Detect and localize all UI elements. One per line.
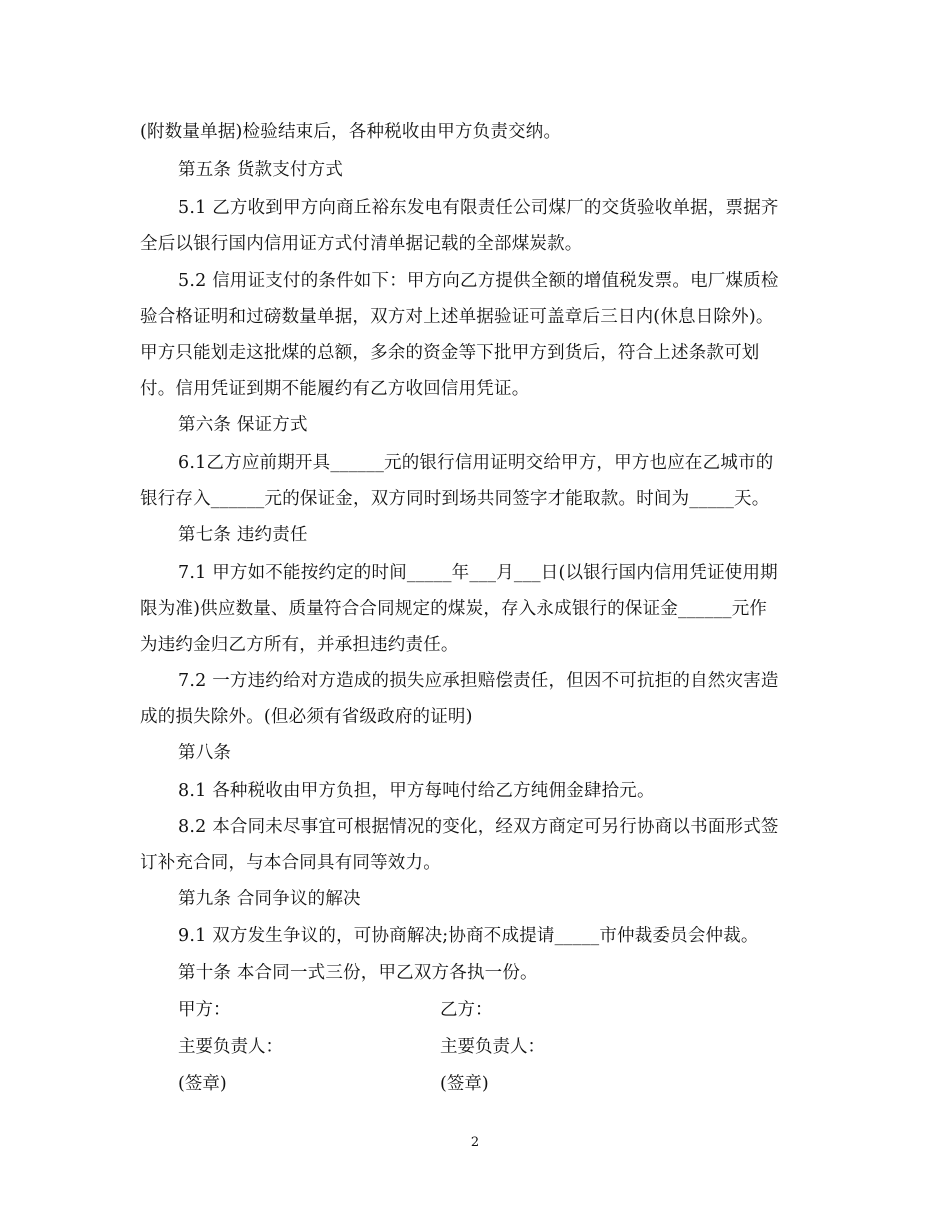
text-line: 5.1 乙方收到甲方向商丘裕东发电有限责任公司煤厂的交货验收单据，票据齐 bbox=[178, 198, 779, 218]
section-heading: 第十条 本合同一式三份，甲乙双方各执一份。 bbox=[178, 963, 538, 983]
text-line: 5.2 信用证支付的条件如下：甲方向乙方提供全额的增值税发票。电厂煤质检 bbox=[178, 271, 779, 291]
responsible-a-label: 主要负责人： bbox=[178, 1037, 283, 1057]
page-number: 2 bbox=[470, 1135, 480, 1150]
text-line: 订补充合同，与本合同具有同等效力。 bbox=[140, 853, 441, 873]
text-line: 7.2 一方违约给对方造成的损失应承担赔偿责任，但因不可抗拒的自然灾害造 bbox=[178, 671, 779, 691]
text-line: 为违约金归乙方所有，并承担违约责任。 bbox=[140, 635, 459, 655]
text-line: 8.1 各种税收由甲方负担，甲方每吨付给乙方纯佣金肆拾元。 bbox=[178, 781, 655, 801]
section-heading: 第五条 货款支付方式 bbox=[178, 160, 344, 180]
text-line: 限为准)供应数量、质量符合合同规定的煤炭，存入永成银行的保证金______元作 bbox=[140, 599, 768, 619]
party-a-label: 甲方： bbox=[178, 1000, 231, 1020]
text-line: 银行存入______元的保证金，双方同时到场共同签字才能取款。时间为_____天。 bbox=[140, 489, 770, 509]
section-heading: 第六条 保证方式 bbox=[178, 415, 308, 435]
text-line: 8.2 本合同未尽事宜可根据情况的变化，经双方商定可另行协商以书面形式签 bbox=[178, 817, 779, 837]
text-line: (附数量单据)检验结束后，各种税收由甲方负责交纳。 bbox=[140, 122, 562, 142]
text-line: 成的损失除外。(但必须有省级政府的证明) bbox=[140, 707, 473, 727]
responsible-b-label: 主要负责人： bbox=[440, 1037, 545, 1057]
section-heading: 第九条 合同争议的解决 bbox=[178, 889, 361, 909]
text-line: 验合格证明和过磅数量单据，双方对上述单据验证可盖章后三日内(休息日除外)。 bbox=[140, 307, 774, 327]
text-line: 甲方只能划走这批煤的总额，多余的资金等下批甲方到货后，符合上述条款可划 bbox=[140, 343, 760, 363]
seal-b-label: (签章) bbox=[440, 1074, 489, 1094]
text-line: 7.1 甲方如不能按约定的时间_____年___月___日(以银行国内信用凭证使用期 bbox=[178, 563, 778, 583]
text-line: 付。信用凭证到期不能履约有乙方收回信用凭证。 bbox=[140, 379, 530, 399]
section-heading: 第七条 违约责任 bbox=[178, 525, 308, 545]
seal-a-label: (签章) bbox=[178, 1074, 227, 1094]
text-line: 9.1 双方发生争议的，可协商解决;协商不成提请_____市仲裁委员会仲裁。 bbox=[178, 926, 759, 946]
party-b-label: 乙方： bbox=[440, 1000, 493, 1020]
text-line: 6.1乙方应前期开具______元的银行信用证明交给甲方，甲方也应在乙城市的 bbox=[178, 453, 774, 473]
text-line: 全后以银行国内信用证方式付清单据记载的全部煤炭款。 bbox=[140, 234, 583, 254]
section-heading: 第八条 bbox=[178, 743, 232, 763]
